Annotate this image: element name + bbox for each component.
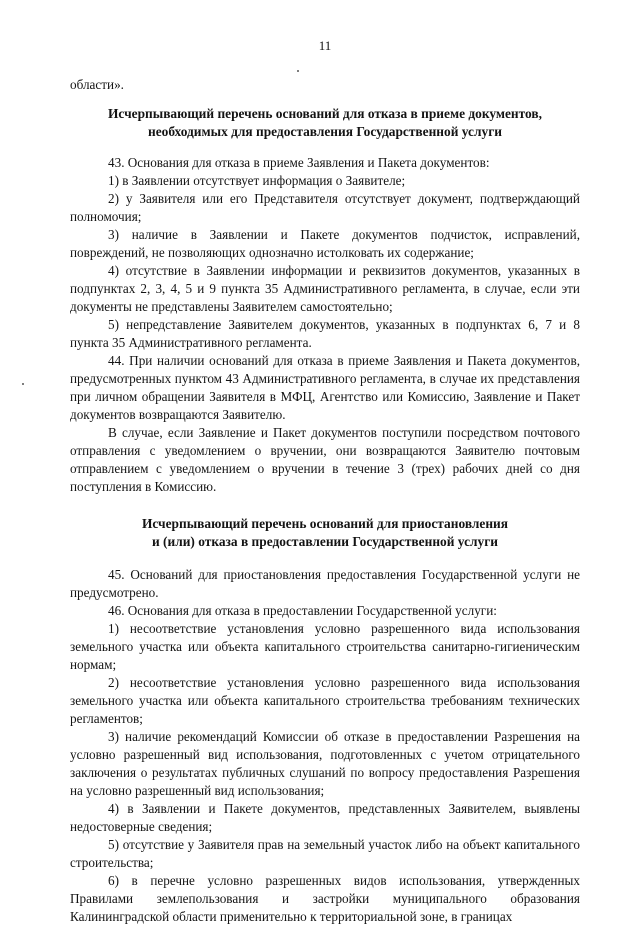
- paragraph-44: 44. При наличии оснований для отказа в приеме Заявления и Пакета документов, предусмотренных пунктом 43 Административного регламента, в случае их представления при личном обращении Заявителя в МФЦ, Агентство или Комиссию, Заявление и Пакет документов возвращаются Заявителю.: [70, 353, 580, 422]
- heading-line: необходимых для предоставления Государственной услуги: [147, 124, 503, 139]
- heading-line: Исчерпывающий перечень оснований для приостановления: [141, 516, 509, 531]
- heading-line: и (или) отказа в предоставлении Государственной услуги: [151, 534, 499, 549]
- page-number: 11: [318, 38, 332, 53]
- paragraph-46-item-6: 6) в перечне условно разрешенных видов использования, утвержденных Правилами землепользования и застройки муниципального образования Калининградской области применительно к территориальной зоне, в границах: [70, 873, 580, 924]
- top-fragment: области».: [70, 77, 124, 92]
- paragraph-43-item-1: 1) в Заявлении отсутствует информация о Заявителе;: [108, 173, 406, 188]
- paragraph-45: 45. Оснований для приостановления предоставления Государственной услуги не предусмотрено.: [70, 567, 580, 600]
- section-heading-suspension-refusal: [70, 515, 580, 551]
- paragraph-43-item-2: 2) у Заявителя или его Представителя отсутствует документ, подтверждающий полномочия;: [70, 191, 580, 224]
- paragraph-46-item-3: 3) наличие рекомендаций Комиссии об отказе в предоставлении Разрешения на условно разрешенный вид использования, подготовленных с учетом отрицательного заключения о результатах публичных слушаний по вопросу предоставления Разрешения на условно разрешенный вид использования;: [70, 729, 580, 798]
- paragraph-43: 43. Основания для отказа в приеме Заявления и Пакета документов:: [108, 155, 490, 170]
- paragraph-46-item-4: 4) в Заявлении и Пакете документов, представленных Заявителем, выявлены недостоверные сведения;: [70, 801, 580, 834]
- scan-speck: [22, 383, 24, 385]
- paragraph-46-item-1: 1) несоответствие установления условно разрешенного вида использования земельного участка или объекта капитального строительства санитарно-гигиеническим нормам;: [70, 621, 580, 672]
- heading-line: Исчерпывающий перечень оснований для отказа в приеме документов,: [108, 106, 542, 121]
- paragraph-43-item-4: 4) отсутствие в Заявлении информации и реквизитов документов, указанных в подпунктах 2, 3, 4, 5 и 9 пункта 35 Административного регламента, в случае, если эти документы не представлены Заявителем самостоятельно;: [70, 263, 580, 314]
- paragraph-43-item-5: 5) непредставление Заявителем документов, указанных в подпунктах 6, 7 и 8 пункта 35 Административного регламента.: [70, 317, 580, 350]
- paragraph-46: 46. Основания для отказа в предоставлении Государственной услуги:: [108, 603, 497, 618]
- document-body: [70, 76, 580, 926]
- section-heading-refusal-acceptance: [70, 105, 580, 141]
- paragraph-46-item-5: 5) отсутствие у Заявителя прав на земельный участок либо на объект капитального строительства;: [70, 837, 580, 870]
- paragraph-43-item-3: 3) наличие в Заявлении и Пакете документов подчисток, исправлений, повреждений, не позволяющих однозначно истолковать их содержание;: [70, 227, 580, 260]
- paragraph-46-item-2: 2) несоответствие установления условно разрешенного вида использования земельного участка или объекта капитального строительства требованиям технических регламентов;: [70, 675, 580, 726]
- paragraph-44-postal: В случае, если Заявление и Пакет документов поступили посредством почтового отправления с уведомлением о вручении, они возвращаются Заявителю почтовым отправлением с уведомлением о вручении в течение 3 (трех) рабочих дней со дня поступления в Комиссию.: [70, 425, 580, 494]
- scan-speck: [297, 70, 299, 72]
